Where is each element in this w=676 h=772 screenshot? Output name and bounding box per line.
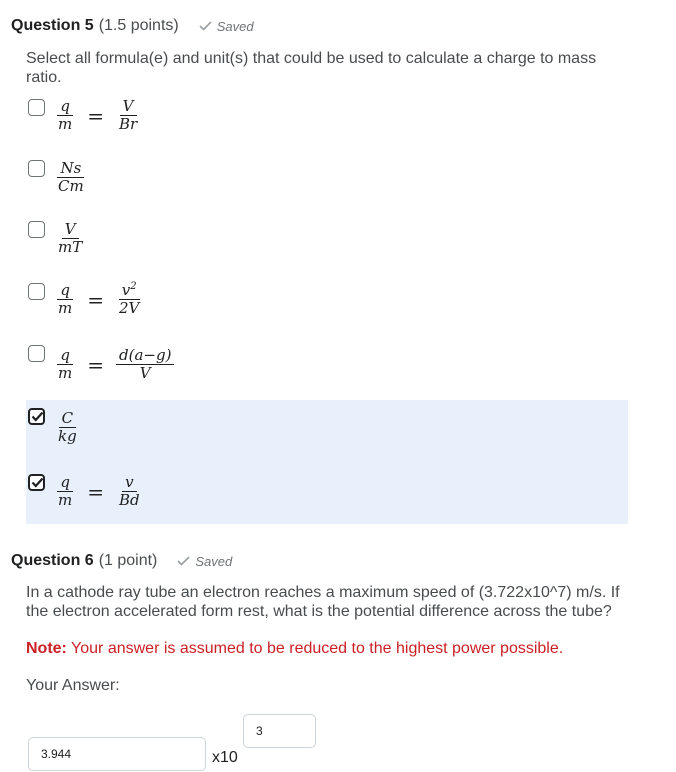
denominator: m	[58, 491, 73, 509]
denominator: Bd	[119, 491, 140, 509]
numerator	[119, 282, 140, 300]
numerator: V	[62, 221, 79, 239]
question-6-title: Question 6	[11, 552, 94, 569]
equals-sign: =	[87, 479, 104, 504]
option-5-checkbox[interactable]	[28, 345, 45, 362]
saved-label: Saved	[216, 18, 254, 34]
denominator: m	[58, 115, 73, 133]
fraction	[116, 474, 143, 509]
times-ten-label: x10	[212, 749, 238, 766]
numerator: v	[122, 474, 136, 492]
option-3-checkbox[interactable]	[28, 221, 45, 238]
note-label: Note:	[26, 640, 67, 657]
option-1[interactable]	[26, 83, 628, 145]
equals-sign: =	[87, 103, 104, 128]
fraction	[55, 160, 87, 195]
numerator: Ns	[57, 160, 84, 178]
equals-sign: =	[87, 287, 104, 312]
saved-label: Saved	[195, 553, 233, 569]
question-5-title: Question 5	[11, 17, 94, 34]
option-1-formula	[55, 98, 140, 133]
option-7-formula	[55, 474, 143, 509]
superscript: 2	[130, 281, 137, 292]
question-5-header	[11, 17, 254, 35]
question-5-options	[26, 83, 628, 524]
denominator: mT	[58, 238, 83, 256]
your-answer-label: Your Answer:	[26, 677, 120, 694]
fraction	[55, 221, 85, 256]
option-6-formula	[55, 410, 80, 445]
exponent-input[interactable]	[243, 714, 316, 748]
question-5-points: (1.5 points)	[98, 17, 179, 34]
denominator: 2V	[119, 299, 140, 317]
fraction	[55, 98, 75, 133]
option-6-checkbox[interactable]	[28, 408, 45, 425]
option-6[interactable]	[26, 400, 628, 462]
denominator: Br	[119, 115, 138, 133]
option-7[interactable]	[26, 462, 628, 524]
check-icon	[31, 411, 44, 422]
question-6-prompt: In a cathode ray tube an electron reaches a maximum speed of (3.722x10^7) m/s. If the electron accelerated form rest, what is the potential difference across the tube?	[26, 584, 620, 620]
fraction	[55, 410, 80, 445]
option-7-checkbox[interactable]	[28, 474, 45, 491]
numerator: C	[59, 410, 76, 428]
option-5-formula	[55, 347, 174, 382]
question-5-saved-status	[199, 19, 254, 34]
fraction	[55, 474, 75, 509]
denominator: kg	[58, 427, 77, 445]
variable: v	[121, 281, 131, 299]
fraction	[116, 347, 174, 382]
denominator: Cm	[58, 177, 84, 195]
question-6-header	[11, 552, 232, 570]
question-5-prompt: Select all formula(e) and unit(s) that could be used to calculate a charge to mass ratio.	[26, 50, 597, 86]
fraction	[116, 282, 142, 317]
denominator: m	[58, 364, 73, 382]
denominator: V	[139, 364, 151, 382]
check-icon	[31, 477, 44, 488]
option-3[interactable]	[26, 207, 628, 269]
option-4-checkbox[interactable]	[28, 283, 45, 300]
option-1-checkbox[interactable]	[28, 99, 45, 116]
note-body: Your answer is assumed to be reduced to the highest power possible.	[66, 640, 564, 657]
equals-sign: =	[87, 352, 104, 377]
option-2-formula	[55, 160, 87, 195]
question-6-points: (1 point)	[98, 552, 158, 569]
numerator: V	[120, 98, 137, 116]
denominator: m	[58, 299, 73, 317]
fraction	[55, 282, 75, 317]
option-4[interactable]	[26, 269, 628, 331]
numerator: q	[57, 282, 73, 300]
option-2[interactable]	[26, 145, 628, 207]
answer-input[interactable]	[28, 737, 206, 771]
note-text	[26, 639, 636, 658]
numerator: d(a−g)	[116, 347, 174, 365]
checkmark-icon	[177, 556, 190, 566]
option-5[interactable]	[26, 331, 628, 400]
fraction	[116, 98, 140, 133]
question-6-saved-status	[177, 554, 232, 569]
option-4-formula	[55, 282, 142, 317]
numerator: q	[57, 347, 73, 365]
option-2-checkbox[interactable]	[28, 160, 45, 177]
numerator: q	[57, 98, 73, 116]
fraction	[55, 347, 75, 382]
checkmark-icon	[199, 21, 212, 31]
option-3-formula	[55, 221, 85, 256]
numerator: q	[57, 474, 73, 492]
